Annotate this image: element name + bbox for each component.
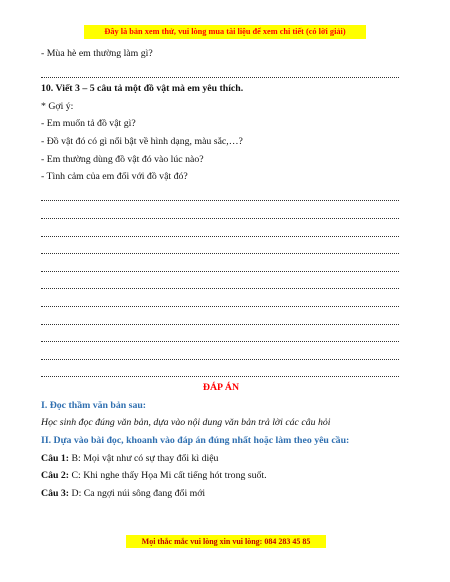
document-body (41, 45, 401, 502)
hint-item: - Tình cảm của em đối với đồ vật đó? (41, 171, 188, 183)
answer-line (41, 327, 401, 345)
answer-item (41, 467, 401, 485)
answer-line (41, 239, 401, 257)
question-summer: - Mùa hè em thường làm gì? (41, 48, 153, 59)
answer-line (41, 221, 401, 239)
answer-item (41, 485, 401, 503)
hint-item: - Em thường dùng đồ vật đó vào lúc nào? (41, 153, 204, 165)
answer-line (41, 362, 401, 380)
answer-text: C: Khi nghe thấy Họa Mi cất tiếng hót trong suốt. (69, 470, 267, 482)
preview-banner: Đây là bản xem thử, vui lòng mua tài liệu để xem chi tiết (có lời giải) (84, 25, 366, 39)
section-2-title: II. Dựa vào bài đọc, khoanh vào đáp án đúng nhất hoặc làm theo yêu cầu: (41, 435, 350, 447)
answer-text: D: Ca ngợi núi sông đang đổi mới (69, 487, 206, 499)
hint-label: * Gợi ý: (41, 100, 74, 112)
answer-key-title: ĐÁP ÁN (202, 382, 240, 394)
answer-label: Câu 3: (41, 487, 70, 499)
answer-label: Câu 2: (41, 470, 70, 482)
contact-banner: Mọi thắc mắc vui lòng xin vui lòng: 084 283 45 85 (126, 535, 326, 548)
answer-line (41, 63, 401, 81)
answer-line (41, 309, 401, 327)
answer-text: B: Mọi vật như có sự thay đổi kì diệu (69, 452, 219, 464)
hint-item: - Em muốn tả đồ vật gì? (41, 118, 136, 130)
answer-line (41, 256, 401, 274)
answer-line (41, 274, 401, 292)
answer-line (41, 203, 401, 221)
hint-item: - Đồ vật đó có gì nổi bật về hình dạng, màu sắc,…? (41, 135, 243, 147)
answer-line (41, 291, 401, 309)
answer-item (41, 450, 401, 468)
section-1-note: Học sinh đọc đúng văn bản, dựa vào nội dung văn bản trả lời các câu hỏi (41, 417, 331, 429)
answer-label: Câu 1: (41, 452, 70, 464)
question-10-title: 10. Viết 3 – 5 câu tả một đồ vật mà em yêu thích. (41, 83, 244, 95)
answer-line (41, 344, 401, 362)
answer-line (41, 186, 401, 204)
section-1-title: I. Đọc thầm văn bản sau: (41, 399, 147, 411)
